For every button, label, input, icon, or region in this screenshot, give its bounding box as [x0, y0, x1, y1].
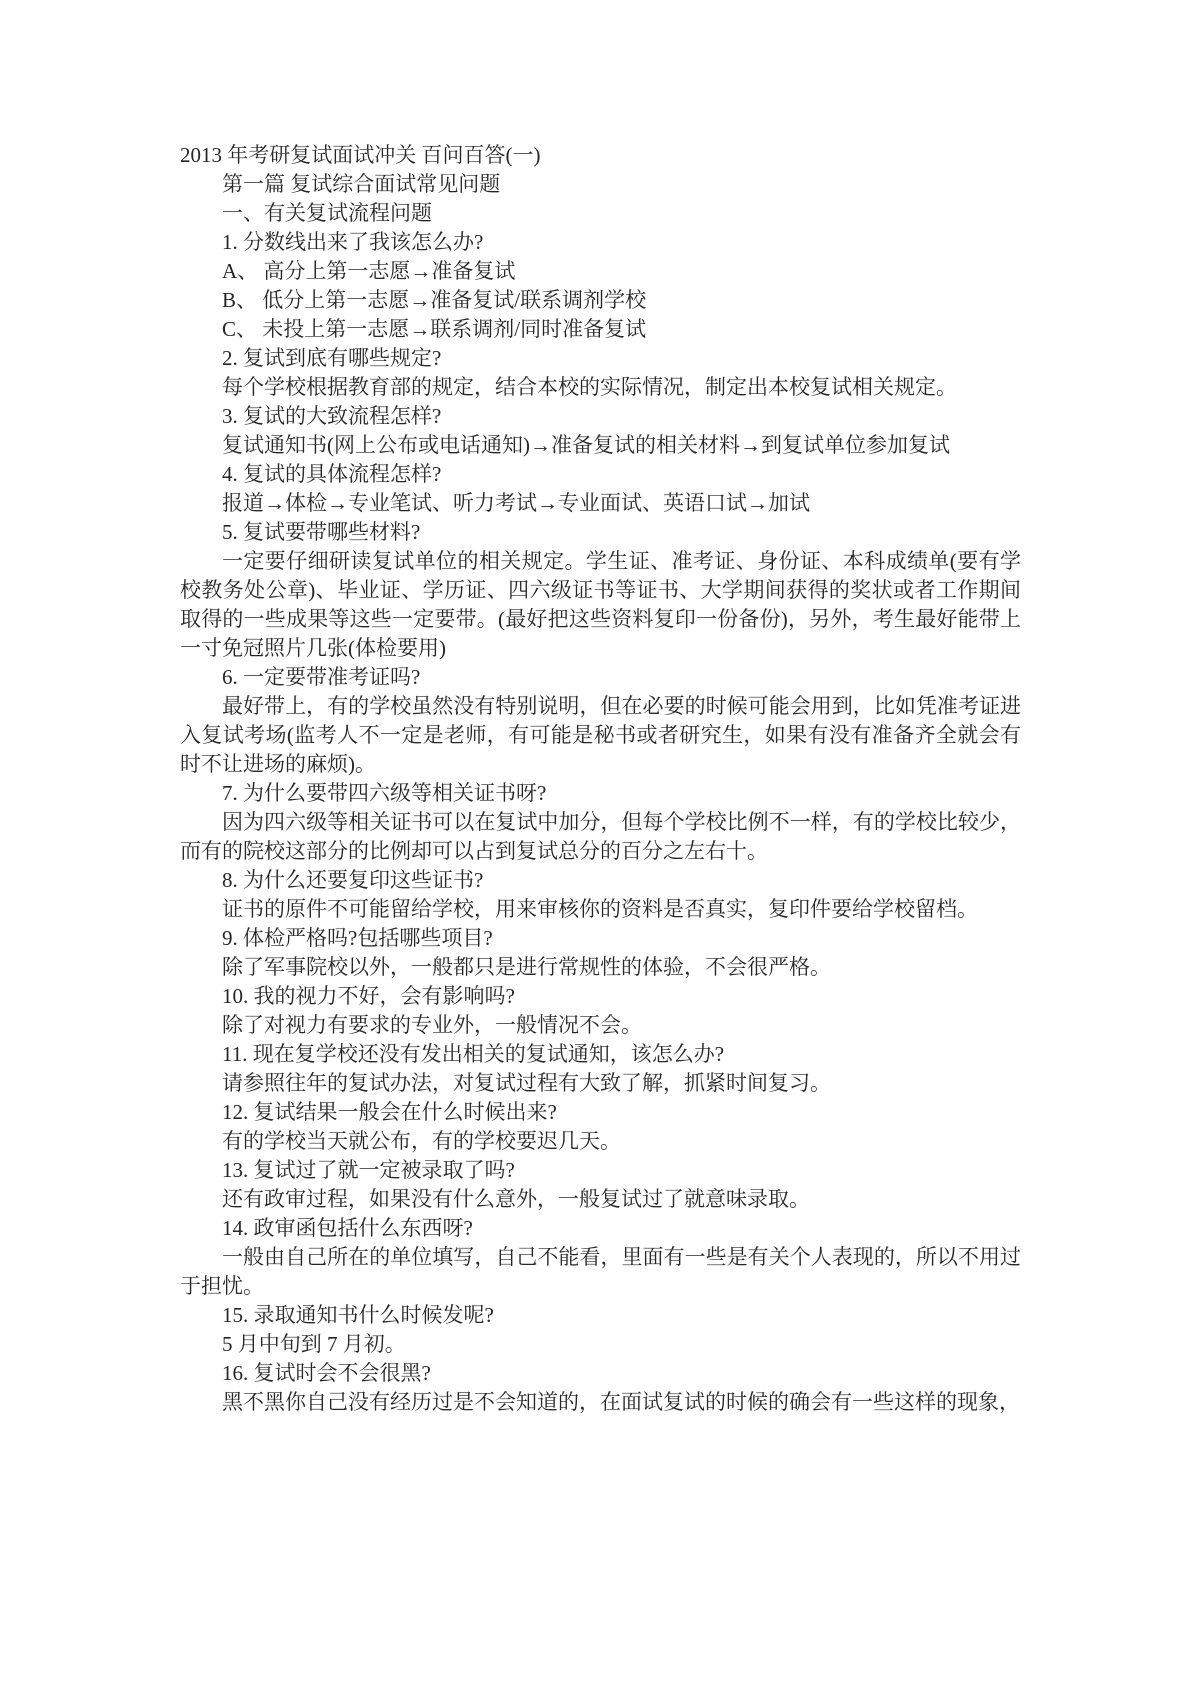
question: 5. 复试要带哪些材料?	[222, 520, 421, 544]
question: 7. 为什么要带四六级等相关证书呀?	[222, 781, 547, 805]
answer: 除了军事院校以外，一般都只是进行常规性的体验，不会很严格。	[222, 955, 831, 979]
answer: 还有政审过程，如果没有什么意外，一般复试过了就意味录取。	[222, 1187, 810, 1211]
question: 14. 政审函包括什么东西呀?	[222, 1216, 473, 1240]
question: 12. 复试结果一般会在什么时候出来?	[222, 1100, 557, 1124]
question: 9. 体检严格吗?包括哪些项目?	[222, 926, 493, 950]
answer: 报道→体检→专业笔试、听力考试→专业面试、英语口试→加试	[222, 491, 810, 515]
answer: 除了对视力有要求的专业外，一般情况不会。	[222, 1013, 642, 1037]
answer: 每个学校根据教育部的规定，结合本校的实际情况，制定出本校复试相关规定。	[222, 375, 957, 399]
option: A、 高分上第一志愿→准备复试	[222, 259, 516, 283]
answer: 证书的原件不可能留给学校，用来审核你的资料是否真实，复印件要给学校留档。	[222, 897, 978, 921]
question: 13. 复试过了就一定被录取了吗?	[222, 1158, 515, 1182]
doc-title: 2013 年考研复试面试冲关 百问百答(一)	[180, 143, 541, 167]
answer: 有的学校当天就公布，有的学校要迟几天。	[222, 1129, 621, 1153]
answer: 黑不黑你自己没有经历过是不会知道的，在面试复试的时候的确会有一些这样的现象，	[222, 1390, 1020, 1414]
question: 11. 现在复学校还没有发出相关的复试通知，该怎么办?	[222, 1042, 725, 1066]
option: B、 低分上第一志愿→准备复试/联系调剂学校	[222, 288, 647, 312]
option: C、 未投上第一志愿→联系调剂/同时准备复试	[222, 317, 647, 341]
question: 3. 复试的大致流程怎样?	[222, 404, 442, 428]
answer: 一定要仔细研读复试单位的相关规定。学生证、准考证、身份证、本科成绩单(要有学校教务处公章)、毕业证、学历证、四六级证书等证书、大学期间获得的奖状或者工作期间取得的一些成果等这些一定要带。(最好把这些资料复印一份备份)，另外，考生最好能带上一寸免冠照片几张(体检要用)	[180, 549, 1021, 660]
answer: 最好带上，有的学校虽然没有特别说明，但在必要的时候可能会用到，比如凭准考证进入复试考场(监考人不一定是老师，有可能是秘书或者研究生，如果有没有准备齐全就会有时不让进场的麻烦)。	[180, 694, 1021, 776]
question: 2. 复试到底有哪些规定?	[222, 346, 442, 370]
question: 1. 分数线出来了我该怎么办?	[222, 230, 484, 254]
section-heading: 第一篇 复试综合面试常见问题	[222, 172, 501, 196]
question: 6. 一定要带准考证吗?	[222, 665, 421, 689]
question: 16. 复试时会不会很黑?	[222, 1361, 431, 1385]
subsection-heading: 一、有关复试流程问题	[222, 201, 432, 225]
answer: 一般由自己所在的单位填写，自己不能看，里面有一些是有关个人表现的，所以不用过于担忧。	[180, 1245, 1021, 1298]
question: 4. 复试的具体流程怎样?	[222, 462, 442, 486]
question: 8. 为什么还要复印这些证书?	[222, 868, 484, 892]
question: 10. 我的视力不好，会有影响吗?	[222, 984, 515, 1008]
document-body	[180, 141, 1021, 1417]
question: 15. 录取通知书什么时候发呢?	[222, 1303, 494, 1327]
answer: 因为四六级等相关证书可以在复试中加分，但每个学校比例不一样，有的学校比较少，而有的院校这部分的比例却可以占到复试总分的百分之左右十。	[180, 810, 1021, 863]
answer: 复试通知书(网上公布或电话通知)→准备复试的相关材料→到复试单位参加复试	[222, 433, 950, 457]
answer: 5 月中旬到 7 月初。	[222, 1332, 406, 1356]
answer: 请参照往年的复试办法，对复试过程有大致了解，抓紧时间复习。	[222, 1071, 831, 1095]
